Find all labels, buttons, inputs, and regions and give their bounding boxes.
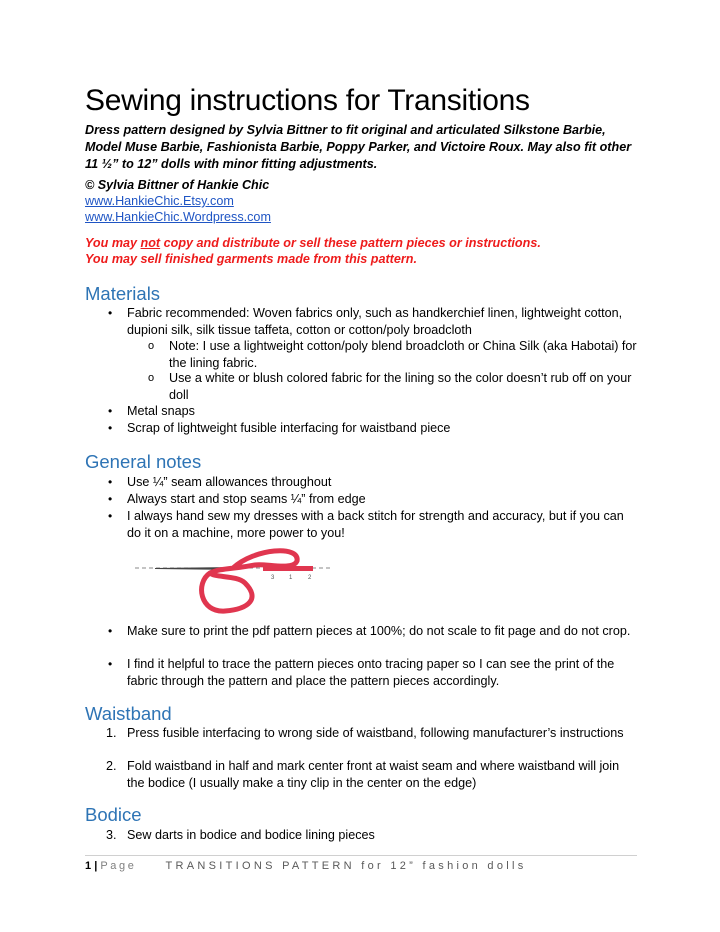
bullet-icon: • [108, 421, 113, 435]
stitch-label-1: 1 [289, 575, 293, 581]
general-item-tracing: I find it helpful to trace the pattern pieces onto tracing paper so I can see the print of the fabric through the pattern and place the pattern pieces accordingly. [127, 657, 615, 688]
warning-line-2: You may sell finished garments made from this pattern. [85, 252, 417, 266]
general-item-hand-sew: I always hand sew my dresses with a back stitch for strength and accuracy, but if you can do it on a machine, more power to you! [127, 509, 624, 540]
materials-item-interfacing: Scrap of lightweight fusible interfacing for waistband piece [127, 421, 451, 435]
page-footer [85, 860, 527, 872]
document-subtitle: Dress pattern designed by Sylvia Bittner to fit original and articulated Silkstone Barbie, Model Muse Barbie, Fashionista Barbie, Poppy Parker, and Victoire Roux. May also fit other 11 ½” to 12” dolls with minor fitting adjustments. [85, 123, 632, 171]
bullet-icon: • [108, 404, 113, 418]
warning-emphasis: not [140, 236, 161, 250]
materials-item-fabric: Fabric recommended: Woven fabrics only, such as handkerchief linen, lightweight cotton, dupioni silk, silk tissue taffeta, cotton or cotton/poly broadcloth [127, 306, 623, 337]
bullet-icon: • [108, 657, 113, 671]
bullet-icon: • [108, 624, 113, 638]
materials-heading: Materials [85, 283, 161, 304]
footer-separator: | [94, 860, 98, 872]
stitch-label-2: 2 [308, 575, 312, 581]
warning-text-after: copy and distribute or sell these pattern pieces or instructions. [160, 236, 541, 250]
bullet-icon: • [108, 509, 113, 523]
footer-divider [85, 855, 637, 856]
warning-line-1 [85, 236, 541, 250]
copyright-line: © Sylvia Bittner of Hankie Chic [85, 178, 270, 192]
general-item-start-stop: Always start and stop seams ¼” from edge [127, 492, 366, 506]
sub-bullet-icon: o [148, 372, 155, 384]
waistband-step-1: Press fusible interfacing to wrong side of waistband, following manufacturer’s instructions [127, 726, 624, 740]
step-number-2: 2. [106, 759, 117, 773]
warning-text-before: You may [85, 236, 141, 250]
sub-bullet-icon: o [148, 340, 155, 352]
step-number-3: 3. [106, 828, 117, 842]
bullet-icon: • [108, 306, 113, 320]
etsy-link[interactable]: www.HankieChic.Etsy.com [85, 194, 234, 208]
stitch-segment [263, 566, 313, 571]
materials-subitem-lining: Use a white or blush colored fabric for the lining so the color doesn’t rub off on your doll [169, 371, 632, 402]
stitch-label-3: 3 [271, 575, 275, 581]
document-title: Sewing instructions for Transitions [85, 84, 530, 117]
footer-doc-title: TRANSITIONS PATTERN for 12” fashion dolls [165, 860, 527, 872]
waistband-heading: Waistband [85, 703, 172, 724]
page-word: Page [100, 860, 137, 872]
bullet-icon: • [108, 492, 113, 506]
materials-item-snaps: Metal snaps [127, 404, 195, 418]
step-number-1: 1. [106, 726, 117, 740]
wordpress-link[interactable]: www.HankieChic.Wordpress.com [85, 210, 271, 224]
bullet-icon: • [108, 475, 113, 489]
bodice-heading: Bodice [85, 804, 142, 825]
materials-subitem-note: Note: I use a lightweight cotton/poly blend broadcloth or China Silk (aka Habotai) for the lining fabric. [169, 339, 637, 370]
waistband-step-2: Fold waistband in half and mark center front at waist seam and where waistband will join the bodice (I usually make a tiny clip in the center on the edge) [127, 759, 620, 790]
general-item-seam-allowance: Use ¼” seam allowances throughout [127, 475, 332, 489]
backstitch-illustration [125, 543, 340, 615]
bodice-step-3: Sew darts in bodice and bodice lining pieces [127, 828, 375, 842]
thread-loop [202, 551, 298, 611]
general-item-print-scale: Make sure to print the pdf pattern pieces at 100%; do not scale to fit page and do not crop. [127, 624, 631, 638]
page-number: 1 [85, 860, 92, 872]
general-notes-heading: General notes [85, 451, 202, 472]
